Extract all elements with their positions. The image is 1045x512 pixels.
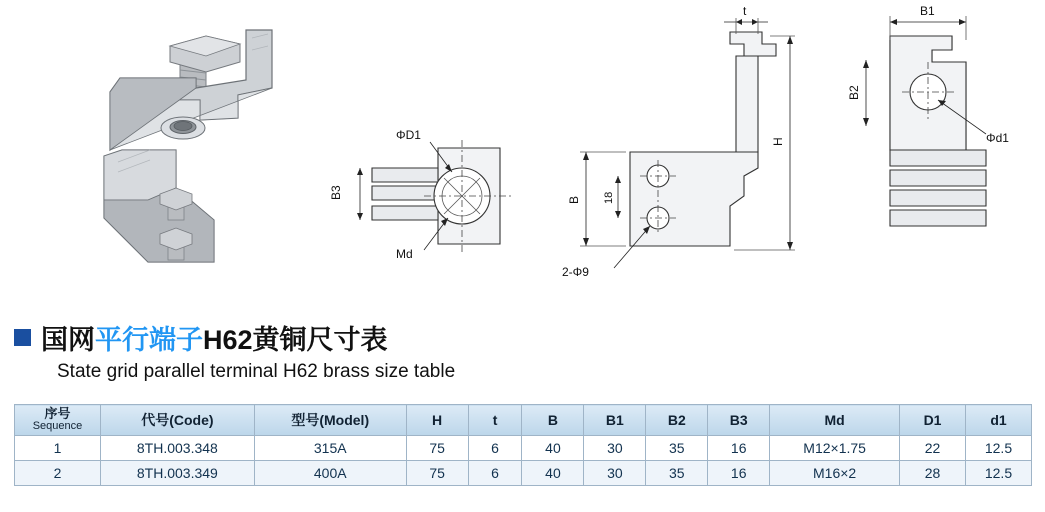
cell-model: 315A <box>254 436 406 461</box>
label-phi-d1-top: ΦD1 <box>396 128 421 142</box>
cell-b1: 30 <box>584 436 646 461</box>
cell-b: 40 <box>522 436 584 461</box>
bullet-square-icon <box>14 329 31 346</box>
label-phi-d1-side: Φd1 <box>986 131 1009 145</box>
cell-h: 75 <box>406 436 468 461</box>
cell-model: 400A <box>254 461 406 486</box>
th-sequence-sub: Sequence <box>32 420 83 433</box>
cell-b3: 16 <box>708 461 770 486</box>
table-header-row <box>15 405 1032 436</box>
th-sequence <box>15 405 101 436</box>
top-view <box>329 128 512 261</box>
cell-b3: 16 <box>708 436 770 461</box>
label-t: t <box>743 4 747 18</box>
title-block <box>14 318 1034 383</box>
label-18: 18 <box>603 191 615 204</box>
title-row <box>14 318 1034 357</box>
side-view <box>847 4 1009 226</box>
cell-md: M12×1.75 <box>770 436 900 461</box>
th-h: H <box>406 405 468 436</box>
cell-t: 6 <box>468 436 522 461</box>
th-d1-small: d1 <box>965 405 1031 436</box>
th-sequence-main: 序号 <box>44 406 71 422</box>
cell-b1: 30 <box>584 461 646 486</box>
cell-b2: 35 <box>646 461 708 486</box>
cell-t: 6 <box>468 461 522 486</box>
cell-b2: 35 <box>646 436 708 461</box>
label-b: B <box>567 195 581 204</box>
size-table <box>14 404 1032 486</box>
table-body <box>15 436 1032 486</box>
label-b3: B3 <box>329 185 343 200</box>
page-title-cn <box>41 318 388 357</box>
th-b2: B2 <box>646 405 708 436</box>
title-cn-prefix: 国网 <box>41 325 95 355</box>
label-2-phi-9: 2-Φ9 <box>562 265 589 279</box>
label-h: H <box>771 137 785 146</box>
cell-d1: 22 <box>900 436 966 461</box>
th-t: t <box>468 405 522 436</box>
th-b3: B3 <box>708 405 770 436</box>
th-md: Md <box>770 405 900 436</box>
table-head <box>15 405 1032 436</box>
cell-d1: 28 <box>900 461 966 486</box>
cell-d1-small: 12.5 <box>965 461 1031 486</box>
label-b1: B1 <box>920 4 935 18</box>
cell-b: 40 <box>522 461 584 486</box>
th-d1: D1 <box>900 405 966 436</box>
th-b: B <box>522 405 584 436</box>
cell-code: 8TH.003.349 <box>100 461 254 486</box>
cell-sequence: 1 <box>15 436 101 461</box>
label-b2: B2 <box>847 85 861 100</box>
terminal-3d-render <box>104 30 272 262</box>
table-row <box>15 436 1032 461</box>
table-row <box>15 461 1032 486</box>
cell-code: 8TH.003.348 <box>100 436 254 461</box>
front-view <box>562 4 795 279</box>
cell-h: 75 <box>406 461 468 486</box>
cell-d1-small: 12.5 <box>965 436 1031 461</box>
th-b1: B1 <box>584 405 646 436</box>
title-cn-suffix: H62黄铜尺寸表 <box>203 325 388 355</box>
th-model: 型号(Model) <box>254 405 406 436</box>
label-md-top: Md <box>396 247 413 261</box>
title-cn-highlight: 平行端子 <box>95 325 203 355</box>
page-title-en: State grid parallel terminal H62 brass size table <box>57 361 456 382</box>
th-code: 代号(Code) <box>100 405 254 436</box>
cell-sequence: 2 <box>15 461 101 486</box>
cell-md: M16×2 <box>770 461 900 486</box>
